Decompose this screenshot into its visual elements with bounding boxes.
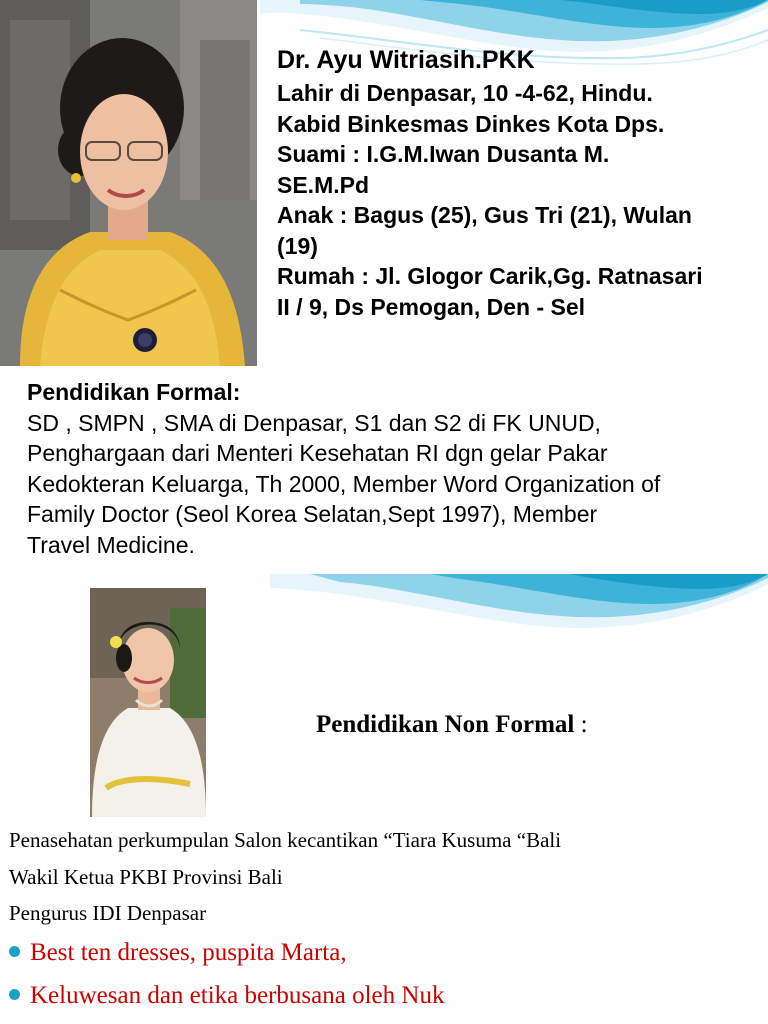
portrait-photo-2	[20, 588, 276, 817]
profile-line-children-cont: (19)	[277, 232, 318, 259]
non-formal-heading	[316, 711, 588, 739]
formal-education-heading: Pendidikan Formal:	[27, 379, 241, 405]
profile-line-spouse: Suami : I.G.M.Iwan Dusanta M.	[277, 141, 610, 167]
formal-education-line: Penghargaan dari Menteri Kesehatan RI dgn gelar Pakar	[27, 440, 608, 466]
profile-line-address: Rumah : Jl. Glogor Carik,Gg. Ratnasari	[277, 263, 703, 289]
non-formal-line: Penasehatan perkumpulan Salon kecantikan “Tiara Kusuma “Bali	[9, 828, 562, 852]
profile-line-birth: Lahir di Denpasar, 10 -4-62, Hindu.	[277, 80, 653, 106]
formal-education-line: Family Doctor (Seol Korea Selatan,Sept 1997), Member	[27, 501, 598, 527]
award-text: Keluwesan dan etika berbusana oleh Nuk	[30, 982, 445, 1009]
profile-line-address-cont: II / 9, Ds Pemogan, Den - Sel	[277, 293, 586, 320]
award-bullet-item	[9, 982, 444, 1010]
non-formal-line: Wakil Ketua PKBI Provinsi Bali	[9, 865, 283, 889]
profile-details	[277, 44, 757, 322]
profile-line-children: Anak : Bagus (25), Gus Tri (21), Wulan	[277, 202, 692, 228]
award-bullet-item	[9, 939, 347, 967]
formal-education-line: Kedokteran Keluarga, Th 2000, Member Word Organization of	[27, 470, 661, 497]
award-text: Best ten dresses, puspita Marta,	[30, 939, 347, 966]
bullet-dot-icon	[9, 989, 20, 1000]
profile-line-spouse-cont: SE.M.Pd	[277, 171, 370, 198]
non-formal-line: Pengurus IDI Denpasar	[9, 901, 207, 925]
non-formal-heading-colon: :	[574, 711, 588, 738]
profile-name: Dr. Ayu Witriasih.PKK	[277, 46, 535, 74]
portrait-photo-1	[0, 0, 257, 366]
non-formal-heading-text: Pendidikan Non Formal	[316, 711, 575, 738]
bullet-dot-icon	[9, 946, 20, 957]
formal-education-line: SD , SMPN , SMA di Denpasar, S1 dan S2 di FK UNUD,	[27, 409, 601, 436]
slide-non-formal	[0, 574, 768, 1024]
formal-education-section	[27, 377, 757, 560]
profile-line-position: Kabid Binkesmas Dinkes Kota Dps.	[277, 110, 665, 137]
formal-education-line: Travel Medicine.	[27, 531, 195, 558]
